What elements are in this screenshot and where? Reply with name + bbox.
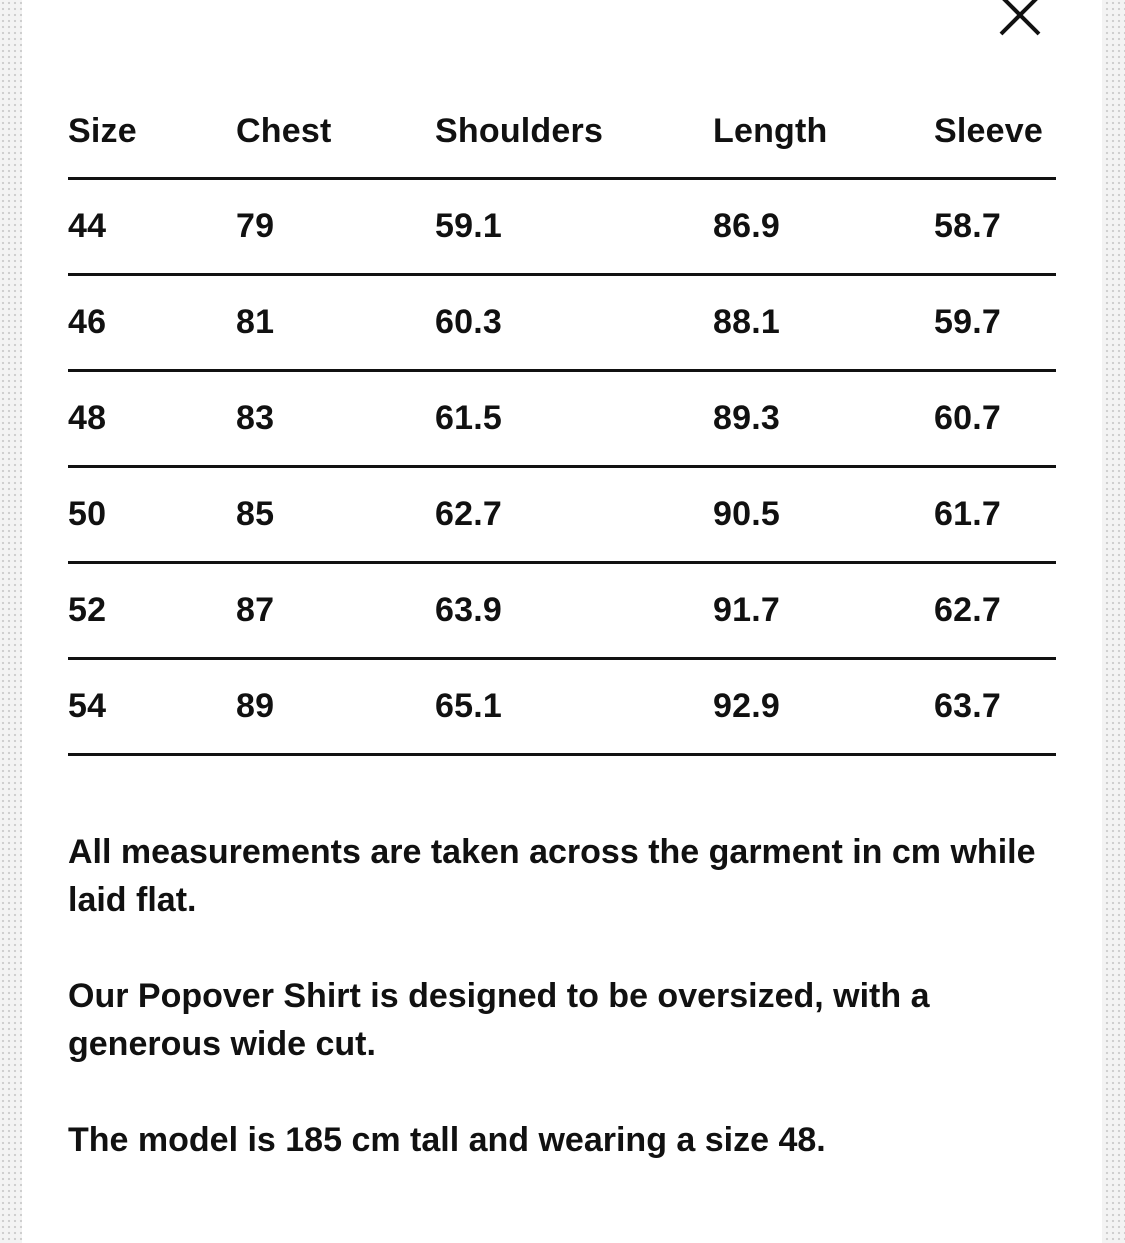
cell-shoulders: 62.7 [435, 495, 502, 533]
cell-size: 52 [68, 591, 107, 629]
size-table [68, 96, 1056, 756]
cell-length: 86.9 [713, 207, 780, 245]
cell-chest: 83 [236, 399, 275, 437]
column-header-sleeve: Sleeve [934, 112, 1043, 150]
measurement-note: All measurements are taken across the garment in cm while laid flat. [68, 833, 1036, 919]
cell-length: 92.9 [713, 687, 780, 725]
table-row [68, 660, 1056, 756]
cell-size: 50 [68, 495, 107, 533]
cell-shoulders: 63.9 [435, 591, 502, 629]
cell-length: 89.3 [713, 399, 780, 437]
cell-sleeve: 59.7 [934, 303, 1001, 341]
cell-shoulders: 65.1 [435, 687, 502, 725]
cell-length: 90.5 [713, 495, 780, 533]
column-header-shoulders: Shoulders [435, 112, 604, 150]
cell-size: 44 [68, 207, 107, 245]
size-notes [68, 828, 1048, 1212]
close-button[interactable] [999, 0, 1041, 36]
cell-sleeve: 61.7 [934, 495, 1001, 533]
table-row [68, 372, 1056, 468]
cell-length: 88.1 [713, 303, 780, 341]
cell-size: 48 [68, 399, 107, 437]
table-row [68, 180, 1056, 276]
cell-sleeve: 58.7 [934, 207, 1001, 245]
cell-chest: 85 [236, 495, 275, 533]
cell-chest: 79 [236, 207, 275, 245]
cell-shoulders: 60.3 [435, 303, 502, 341]
table-row [68, 276, 1056, 372]
cell-sleeve: 63.7 [934, 687, 1001, 725]
cell-chest: 89 [236, 687, 275, 725]
column-header-size: Size [68, 112, 137, 150]
cell-size: 54 [68, 687, 107, 725]
cell-length: 91.7 [713, 591, 780, 629]
cell-chest: 81 [236, 303, 275, 341]
cell-shoulders: 61.5 [435, 399, 502, 437]
fit-note: Our Popover Shirt is designed to be oversized, with a generous wide cut. [68, 977, 930, 1063]
size-guide-panel [22, 0, 1102, 1243]
cell-shoulders: 59.1 [435, 207, 502, 245]
model-note: The model is 185 cm tall and wearing a size 48. [68, 1121, 826, 1159]
table-row [68, 564, 1056, 660]
table-header-row [68, 96, 1056, 180]
cell-size: 46 [68, 303, 107, 341]
close-icon [999, 0, 1041, 36]
column-header-length: Length [713, 112, 828, 150]
cell-sleeve: 60.7 [934, 399, 1001, 437]
cell-chest: 87 [236, 591, 275, 629]
cell-sleeve: 62.7 [934, 591, 1001, 629]
column-header-chest: Chest [236, 112, 332, 150]
table-row [68, 468, 1056, 564]
